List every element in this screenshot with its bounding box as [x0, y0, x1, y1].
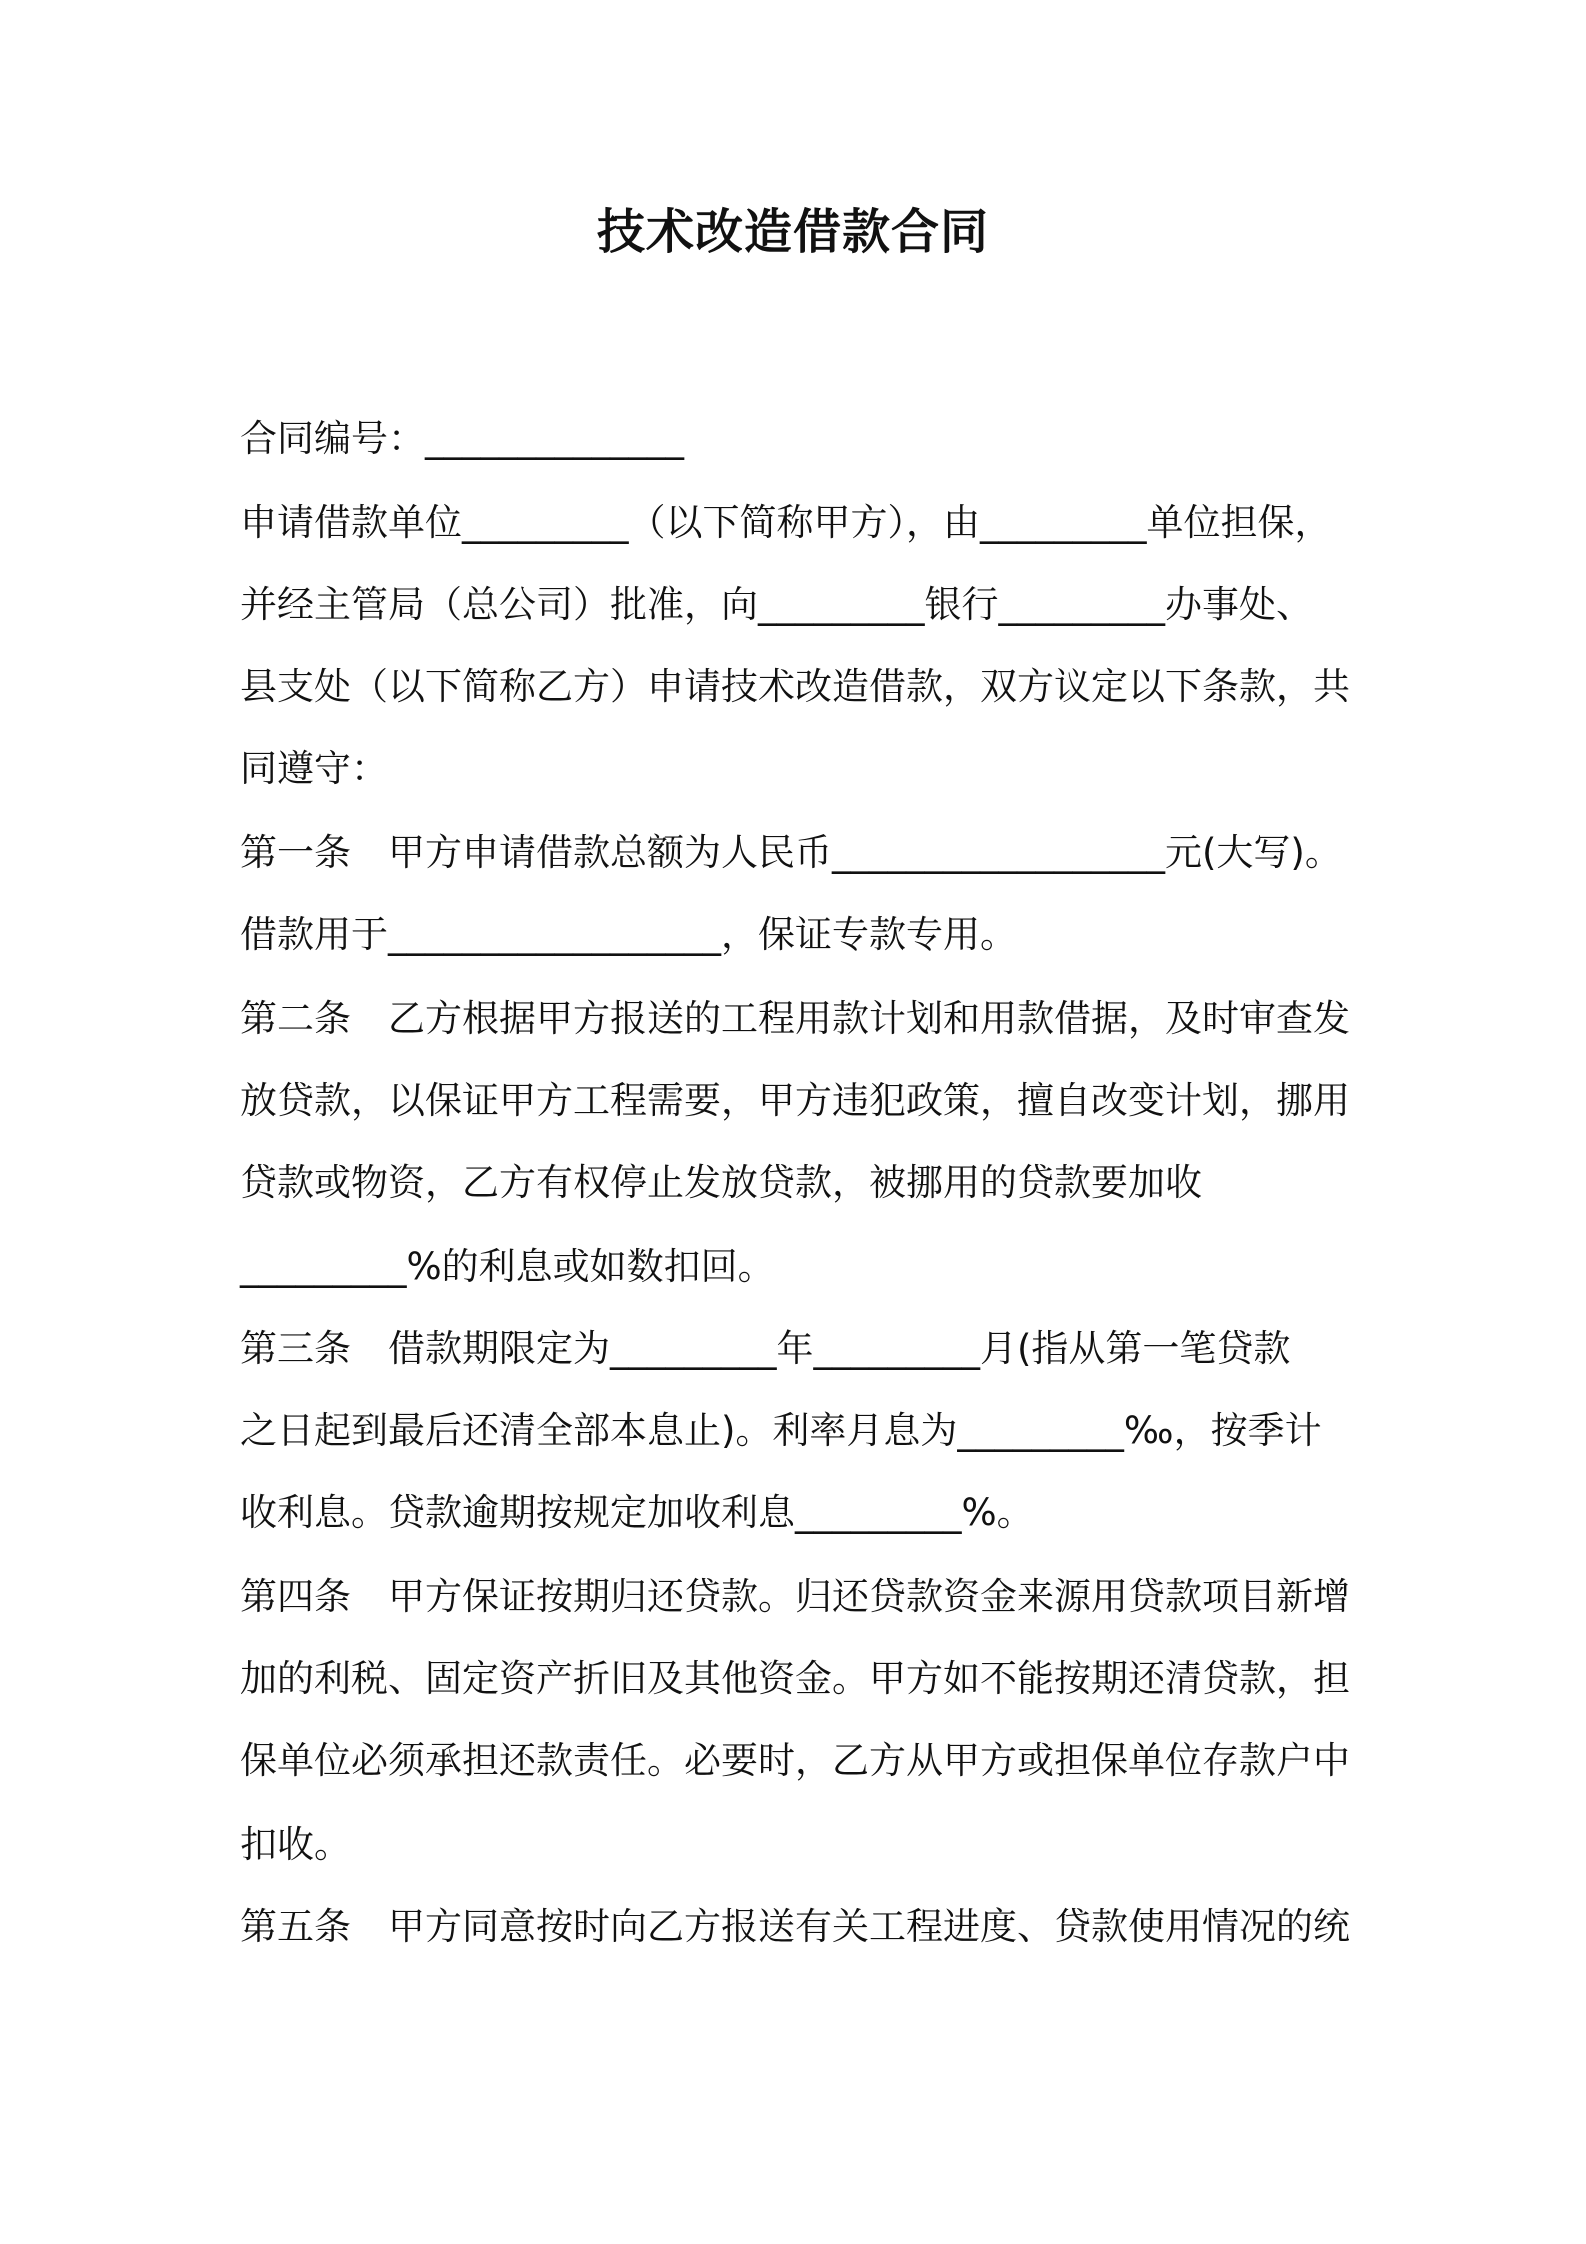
contract-number-line: 合同编号：______________ — [240, 417, 684, 460]
paragraph-line: 申请借款单位_________（以下简称甲方），由_________单位担保， — [240, 501, 1332, 544]
article-4-line: 第四条 甲方保证按期归还贷款。归还贷款资金来源用贷款项目新增 — [240, 1575, 1350, 1618]
article-1-line: 借款用于__________________，保证专款专用。 — [240, 913, 1017, 956]
article-2-line: 放贷款，以保证甲方工程需要，甲方违犯政策，擅自改变计划，挪用 — [240, 1079, 1350, 1122]
article-2-line: _________%的利息或如数扣回。 — [240, 1245, 775, 1288]
document-title: 技术改造借款合同 — [596, 204, 989, 260]
article-2-line: 第二条 乙方根据甲方报送的工程用款计划和用款借据，及时审查发 — [240, 997, 1350, 1040]
paragraph-line: 同遵守： — [240, 747, 388, 790]
paragraph-line: 并经主管局（总公司）批准，向_________银行_________办事处、 — [240, 583, 1313, 626]
paragraph-line: 县支处（以下简称乙方）申请技术改造借款，双方议定以下条款，共 — [240, 665, 1350, 708]
article-5-line: 第五条 甲方同意按时向乙方报送有关工程进度、贷款使用情况的统 — [240, 1905, 1350, 1948]
article-3-line: 第三条 借款期限定为_________年_________月(指从第一笔贷款 — [240, 1327, 1291, 1370]
article-3-line: 之日起到最后还清全部本息止)。利率月息为_________‰，按季计 — [240, 1409, 1322, 1452]
article-4-line: 加的利税、固定资产折旧及其他资金。甲方如不能按期还清贷款，担 — [240, 1657, 1350, 1700]
article-1-line: 第一条 甲方申请借款总额为人民币__________________元(大写)。 — [240, 831, 1342, 874]
article-4-line: 扣收。 — [240, 1823, 351, 1866]
article-4-line: 保单位必须承担还款责任。必要时，乙方从甲方或担保单位存款户中 — [240, 1739, 1350, 1782]
article-2-line: 贷款或物资，乙方有权停止发放贷款，被挪用的贷款要加收 — [240, 1161, 1202, 1204]
article-3-line: 收利息。贷款逾期按规定加收利息_________%。 — [240, 1491, 1034, 1534]
